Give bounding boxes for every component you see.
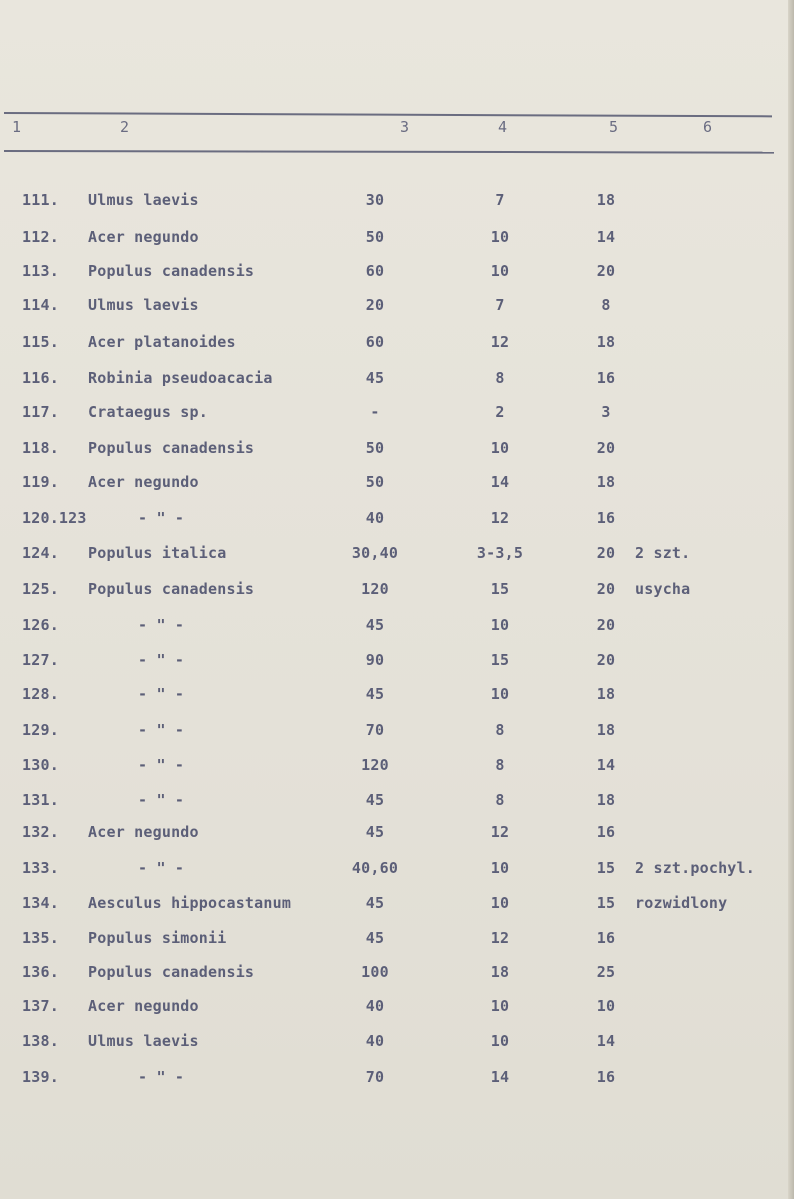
- column-5-value: 20: [596, 616, 616, 634]
- column-3-value: 70: [365, 1068, 385, 1086]
- column-header-3: 3: [400, 118, 410, 136]
- species-name: Aesculus hippocastanum: [88, 894, 292, 912]
- row-number: 119.: [22, 473, 59, 491]
- column-4-value: 8: [495, 369, 505, 387]
- page-edge-shadow: [788, 0, 794, 1199]
- column-4-value: 12: [490, 823, 510, 841]
- column-5-value: 18: [596, 333, 616, 351]
- column-4-value: 8: [495, 791, 505, 809]
- species-name: Ulmus laevis: [88, 296, 199, 314]
- column-4-value: 12: [490, 509, 510, 527]
- row-number: 134.: [22, 894, 59, 912]
- column-header-5: 5: [609, 118, 619, 136]
- species-name: Acer negundo: [88, 997, 199, 1015]
- row-number: 118.: [22, 439, 59, 457]
- column-3-value: 50: [365, 439, 385, 457]
- species-name: - " -: [138, 685, 185, 703]
- column-5-value: 16: [596, 1068, 616, 1086]
- column-4-value: 8: [495, 756, 505, 774]
- row-number: 133.: [22, 859, 59, 877]
- column-3-value: 45: [365, 894, 385, 912]
- remarks: 2 szt.pochyl.: [635, 859, 755, 877]
- remarks: 2 szt.: [635, 544, 691, 562]
- row-number: 113.: [22, 262, 59, 280]
- species-name: Acer negundo: [88, 823, 199, 841]
- row-number: 126.: [22, 616, 59, 634]
- column-3-value: 40: [365, 997, 385, 1015]
- column-5-value: 20: [596, 651, 616, 669]
- column-5-value: 18: [596, 473, 616, 491]
- column-4-value: 3-3,5: [476, 544, 524, 562]
- column-5-value: 10: [596, 997, 616, 1015]
- species-name: - " -: [138, 721, 185, 739]
- column-5-value: 20: [596, 544, 616, 562]
- column-3-value: 40,60: [351, 859, 399, 877]
- column-5-value: 20: [596, 580, 616, 598]
- column-3-value: 60: [365, 262, 385, 280]
- column-5-value: 15: [596, 859, 616, 877]
- column-4-value: 15: [490, 580, 510, 598]
- column-3-value: 45: [365, 929, 385, 947]
- species-name: - " -: [138, 791, 185, 809]
- species-name: Robinia pseudoacacia: [88, 369, 273, 387]
- species-name: Populus canadensis: [88, 439, 255, 457]
- species-name: Populus simonii: [88, 929, 227, 947]
- column-4-value: 14: [490, 473, 510, 491]
- species-name: - " -: [138, 859, 185, 877]
- row-number: 120.123: [22, 509, 87, 527]
- column-4-value: 7: [495, 191, 505, 209]
- column-3-value: 70: [365, 721, 385, 739]
- column-4-value: 10: [490, 685, 510, 703]
- species-name: - " -: [138, 1068, 185, 1086]
- column-3-value: 50: [365, 473, 385, 491]
- column-5-value: 18: [596, 721, 616, 739]
- row-number: 131.: [22, 791, 59, 809]
- row-number: 136.: [22, 963, 59, 981]
- remarks: usycha: [635, 580, 691, 598]
- column-4-value: 14: [490, 1068, 510, 1086]
- column-3-value: 100: [361, 963, 389, 981]
- column-5-value: 16: [596, 929, 616, 947]
- row-number: 116.: [22, 369, 59, 387]
- row-number: 135.: [22, 929, 59, 947]
- header-top-rule: [4, 112, 772, 117]
- header-bottom-rule: [4, 150, 774, 154]
- column-header-6: 6: [703, 118, 713, 136]
- species-name: - " -: [138, 756, 185, 774]
- row-number: 112.: [22, 228, 59, 246]
- column-4-value: 12: [490, 929, 510, 947]
- row-number: 117.: [22, 403, 59, 421]
- column-4-value: 10: [490, 1032, 510, 1050]
- column-header-2: 2: [120, 118, 130, 136]
- column-4-value: 10: [490, 859, 510, 877]
- row-number: 130.: [22, 756, 59, 774]
- row-number: 127.: [22, 651, 59, 669]
- column-5-value: 8: [601, 296, 611, 314]
- row-number: 137.: [22, 997, 59, 1015]
- column-4-value: 15: [490, 651, 510, 669]
- column-3-value: 40: [365, 1032, 385, 1050]
- column-3-value: 45: [365, 369, 385, 387]
- row-number: 138.: [22, 1032, 59, 1050]
- column-5-value: 14: [596, 756, 616, 774]
- column-3-value: 30: [365, 191, 385, 209]
- column-3-value: 45: [365, 823, 385, 841]
- row-number: 124.: [22, 544, 59, 562]
- row-number: 132.: [22, 823, 59, 841]
- column-4-value: 10: [490, 894, 510, 912]
- column-header-1: 1: [12, 118, 22, 136]
- column-header-4: 4: [498, 118, 508, 136]
- column-4-value: 8: [495, 721, 505, 739]
- column-3-value: 60: [365, 333, 385, 351]
- species-name: Populus canadensis: [88, 580, 255, 598]
- species-name: - " -: [138, 616, 185, 634]
- row-number: 114.: [22, 296, 59, 314]
- column-5-value: 25: [596, 963, 616, 981]
- column-5-value: 16: [596, 823, 616, 841]
- column-4-value: 18: [490, 963, 510, 981]
- column-5-value: 16: [596, 369, 616, 387]
- column-4-value: 10: [490, 439, 510, 457]
- column-5-value: 20: [596, 439, 616, 457]
- column-3-value: 45: [365, 685, 385, 703]
- column-3-value: 50: [365, 228, 385, 246]
- column-4-value: 7: [495, 296, 505, 314]
- species-name: Populus canadensis: [88, 963, 255, 981]
- column-5-value: 14: [596, 228, 616, 246]
- species-name: Crataegus sp.: [88, 403, 208, 421]
- column-4-value: 10: [490, 228, 510, 246]
- species-name: Acer platanoides: [88, 333, 236, 351]
- column-5-value: 3: [601, 403, 611, 421]
- column-3-value: 45: [365, 616, 385, 634]
- column-3-value: 30,40: [351, 544, 399, 562]
- column-3-value: 90: [365, 651, 385, 669]
- species-name: Ulmus laevis: [88, 191, 199, 209]
- remarks: rozwidlony: [635, 894, 728, 912]
- row-number: 139.: [22, 1068, 59, 1086]
- row-number: 128.: [22, 685, 59, 703]
- column-5-value: 14: [596, 1032, 616, 1050]
- species-name: - " -: [138, 651, 185, 669]
- column-4-value: 12: [490, 333, 510, 351]
- column-3-value: 120: [361, 580, 389, 598]
- column-4-value: 2: [495, 403, 505, 421]
- column-3-value: -: [370, 403, 380, 421]
- column-3-value: 45: [365, 791, 385, 809]
- species-name: Populus italica: [88, 544, 227, 562]
- species-name: Acer negundo: [88, 473, 199, 491]
- row-number: 111.: [22, 191, 59, 209]
- row-number: 129.: [22, 721, 59, 739]
- column-4-value: 10: [490, 262, 510, 280]
- column-5-value: 18: [596, 191, 616, 209]
- species-name: - " -: [138, 509, 185, 527]
- species-name: Ulmus laevis: [88, 1032, 199, 1050]
- column-5-value: 20: [596, 262, 616, 280]
- species-name: Populus canadensis: [88, 262, 255, 280]
- column-5-value: 15: [596, 894, 616, 912]
- column-5-value: 18: [596, 791, 616, 809]
- species-name: Acer negundo: [88, 228, 199, 246]
- column-3-value: 120: [361, 756, 389, 774]
- column-3-value: 20: [365, 296, 385, 314]
- column-5-value: 16: [596, 509, 616, 527]
- row-number: 125.: [22, 580, 59, 598]
- column-4-value: 10: [490, 997, 510, 1015]
- row-number: 115.: [22, 333, 59, 351]
- column-5-value: 18: [596, 685, 616, 703]
- column-3-value: 40: [365, 509, 385, 527]
- column-4-value: 10: [490, 616, 510, 634]
